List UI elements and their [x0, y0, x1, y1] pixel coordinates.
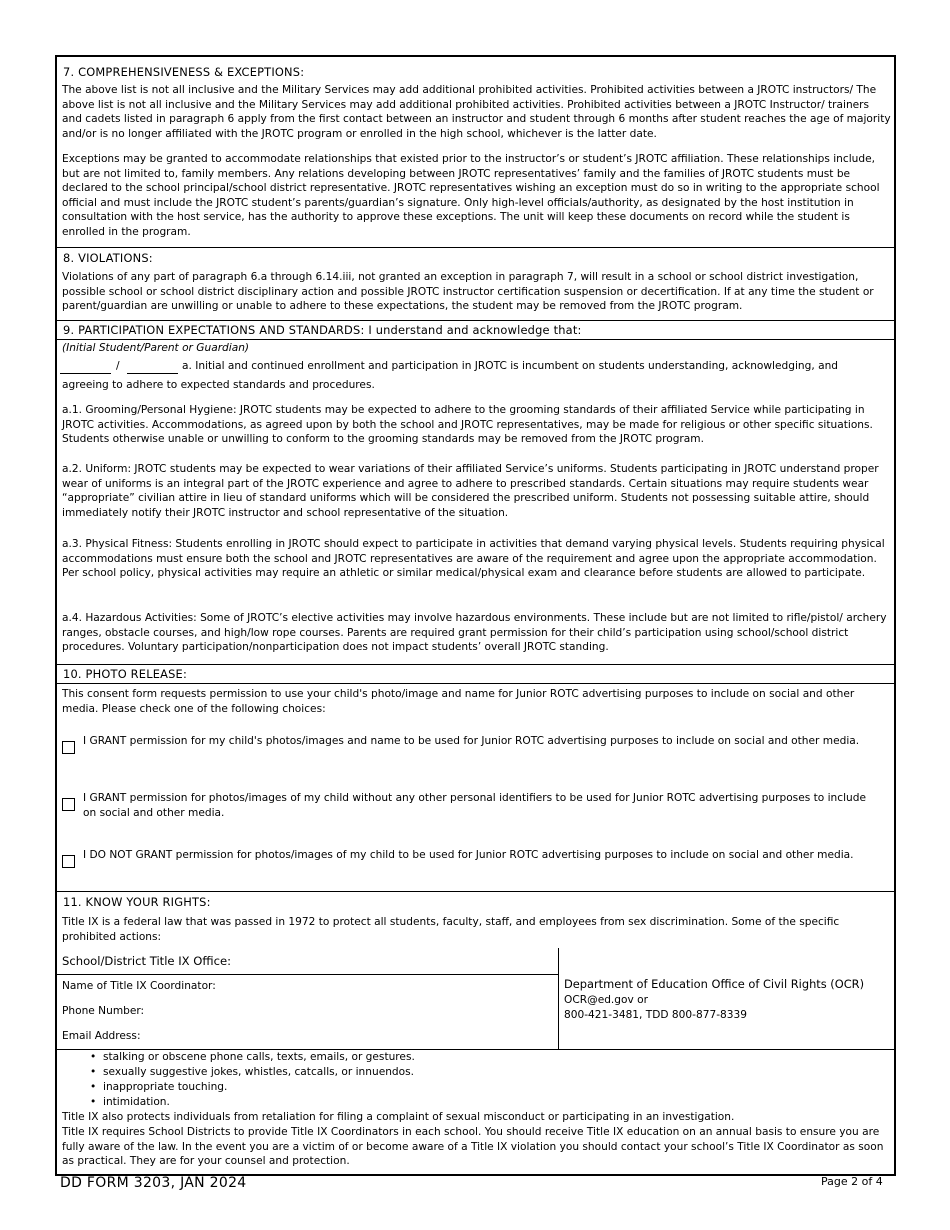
item-a-line-2: agreeing to adhere to expected standards and procedures.: [62, 379, 375, 391]
photo-release-intro: This consent form requests permission to use your child's photo/image and name for Junior ROTC advertising purposes to include on social and other media. Please check one of the following choices:: [62, 688, 855, 715]
parent-initial-field[interactable]: [127, 363, 178, 374]
email-address-label: Email Address:: [62, 1030, 141, 1042]
initial-slash: /: [116, 360, 120, 372]
item-a3-physical-fitness: a.3. Physical Fitness: Students enrolling in JROTC should expect to participate in activities that demand varying physical levels. Students requiring physical accommodations must ensure both the school and JROTC representatives are aware of the requirement and agree upon the appropriate accommodation. Per school policy, physical activities may require an athletic or similar medical/physical exam and clearance before students are allowed to participate.: [62, 538, 885, 580]
student-initial-field[interactable]: [60, 363, 111, 374]
section-photo-release-body: [57, 683, 894, 891]
grant-with-name-checkbox[interactable]: [62, 741, 75, 754]
item-a2-uniform: a.2. Uniform: JROTC students may be expected to wear variations of their affiliated Service’s uniforms. Students participating in JROTC understand proper wear of uniforms is an integral part of the JROTC experience and agree to adhere to prescribed standards. Certain situations may require students wear “appropriate” civilian attire in lieu of standard uniforms which will be considered the prescribed uniform. Students not possessing suitable attire, should immediately notify their JROTC instructor and school representative of the situation.: [62, 463, 879, 519]
ocr-phone: 800-421-3481, TDD 800-877-8339: [564, 1009, 747, 1021]
title-ix-intro: Title IX is a federal law that was passed in 1972 to protect all students, faculty, staff, and employees from sex discrimination. Some of the specific prohibited actions:: [62, 916, 840, 943]
section-comprehensiveness: [57, 57, 894, 247]
rights-table-divider: [558, 948, 559, 1049]
do-not-grant-label: I DO NOT GRANT permission for photos/images of my child to be used for Junior ROTC advertising purposes to include on social and other media.: [83, 849, 854, 861]
section-9-heading: 9. PARTICIPATION EXPECTATIONS AND STANDARDS: I understand and acknowledge that:: [63, 323, 582, 337]
prohibited-action-item: • stalking or obscene phone calls, texts, emails, or gestures.: [103, 1050, 415, 1065]
coordinator-name-label: Name of Title IX Coordinator:: [62, 980, 216, 992]
section-photo-release-header: [57, 664, 894, 683]
section-8-heading: 8. VIOLATIONS:: [63, 251, 153, 265]
page-number: Page 2 of 4: [821, 1175, 883, 1188]
grant-without-identifiers-label: I GRANT permission for photos/images of my child without any other personal identifiers to be used for Junior ROTC advertising purposes to include on social and other media.: [83, 792, 866, 819]
title-ix-office-label: School/District Title IX Office:: [62, 954, 232, 968]
phone-number-label: Phone Number:: [62, 1005, 145, 1017]
section-8-paragraph: Violations of any part of paragraph 6.a through 6.14.iii, not granted an exception in paragraph 7, will result in a school or school district investigation, possible school or school district disciplinary action and possible JROTC instructor certification suspension or decertification. If at any time the student or parent/guardian are unwilling or unable to adhere to these expectations, the student may be removed from the JROTC program.: [62, 271, 874, 313]
retaliation-statement: Title IX also protects individuals from retaliation for filing a complaint of sexual misconduct or participating in an investigation.: [62, 1111, 735, 1123]
item-a4-hazardous-activities: a.4. Hazardous Activities: Some of JROTC’s elective activities may involve hazardous environments. These include but are not limited to rifle/pistol/ archery ranges, obstacle courses, and high/low rope courses. Parents are required grant permission for their child’s participation using school/school district procedures. Voluntary participation/nonparticipation does not impact students’ overall JROTC standing.: [62, 612, 887, 654]
section-10-heading: 10. PHOTO RELEASE:: [63, 667, 187, 681]
item-a-line-1: a. Initial and continued enrollment and participation in JROTC is incumbent on students understanding, acknowledging, and: [182, 360, 839, 372]
section-participation-header: [57, 320, 894, 339]
prohibited-action-item: • inappropriate touching.: [103, 1080, 227, 1095]
grant-with-name-label: I GRANT permission for my child's photos/images and name to be used for Junior ROTC advertising purposes to include on social and other media.: [83, 735, 860, 747]
initial-label: (Initial Student/Parent or Guardian): [62, 342, 250, 354]
section-participation-body: [57, 339, 894, 664]
ocr-email: OCR@ed.gov or: [564, 994, 648, 1006]
section-7-heading: 7. COMPREHENSIVENESS & EXCEPTIONS:: [63, 65, 305, 79]
prohibited-action-item: • intimidation.: [103, 1095, 170, 1110]
coordinator-requirement: Title IX requires School Districts to provide Title IX Coordinators in each school. You should receive Title IX education on an annual basis to ensure you are fully aware of the law. In the event you are a victim of or become aware of a Title IX violation you should contact your school’s Title IX Coordinator as soon as practical. They are for your counsel and protection.: [62, 1126, 884, 1168]
form-identifier: DD FORM 3203, JAN 2024: [60, 1175, 247, 1191]
grant-without-identifiers-checkbox[interactable]: [62, 798, 75, 811]
prohibited-action-item: • sexually suggestive jokes, whistles, catcalls, or innuendos.: [103, 1065, 414, 1080]
item-a1-grooming: a.1. Grooming/Personal Hygiene: JROTC students may be expected to adhere to the grooming standards of their affiliated Service while participating in JROTC activities. Accommodations, as agreed upon by both the school and JROTC representatives, may be made for religious or other specific situations. Students otherwise unable or unwilling to conform to the grooming standards may be removed from the JROTC program.: [62, 404, 873, 446]
section-11-heading: 11. KNOW YOUR RIGHTS:: [63, 895, 211, 909]
section-know-your-rights: [57, 891, 894, 1174]
office-row-rule: [57, 974, 558, 975]
do-not-grant-checkbox[interactable]: [62, 855, 75, 868]
section-7-paragraph-2: Exceptions may be granted to accommodate relationships that existed prior to the instructor’s or student’s JROTC affiliation. These relationships include, but are not limited to, family members. Any relations developing between JROTC representatives’ family and the families of JROTC students must be declared to the school principal/school district representative. JROTC representatives wishing an exception must do so in writing to the appropriate school official and must include the JROTC student’s parents/guardian’s signature. Only high-level officials/authority, as designated by the host institution in consultation with the host service, has the authority to approve these exceptions. The unit will keep these documents on record while the student is enrolled in the program.: [62, 153, 880, 238]
section-violations: [57, 247, 894, 320]
form-page: [55, 55, 896, 1176]
section-7-paragraph-1: The above list is not all inclusive and the Military Services may add additional prohibited activities. Prohibited activities between a JROTC instructors/ The above list is not all inclusive and the Military Services may add additional prohibited activities. Prohibited activities between a JROTC Instructor/ trainers and cadets listed in paragraph 6 apply from the first contact between an instructor and student through 6 months after student reaches the age of majority and/or is no longer affiliated with the JROTC program or enrolled in the high school, whichever is the latter date.: [62, 84, 891, 140]
ocr-title: Department of Education Office of Civil Rights (OCR): [564, 977, 865, 991]
